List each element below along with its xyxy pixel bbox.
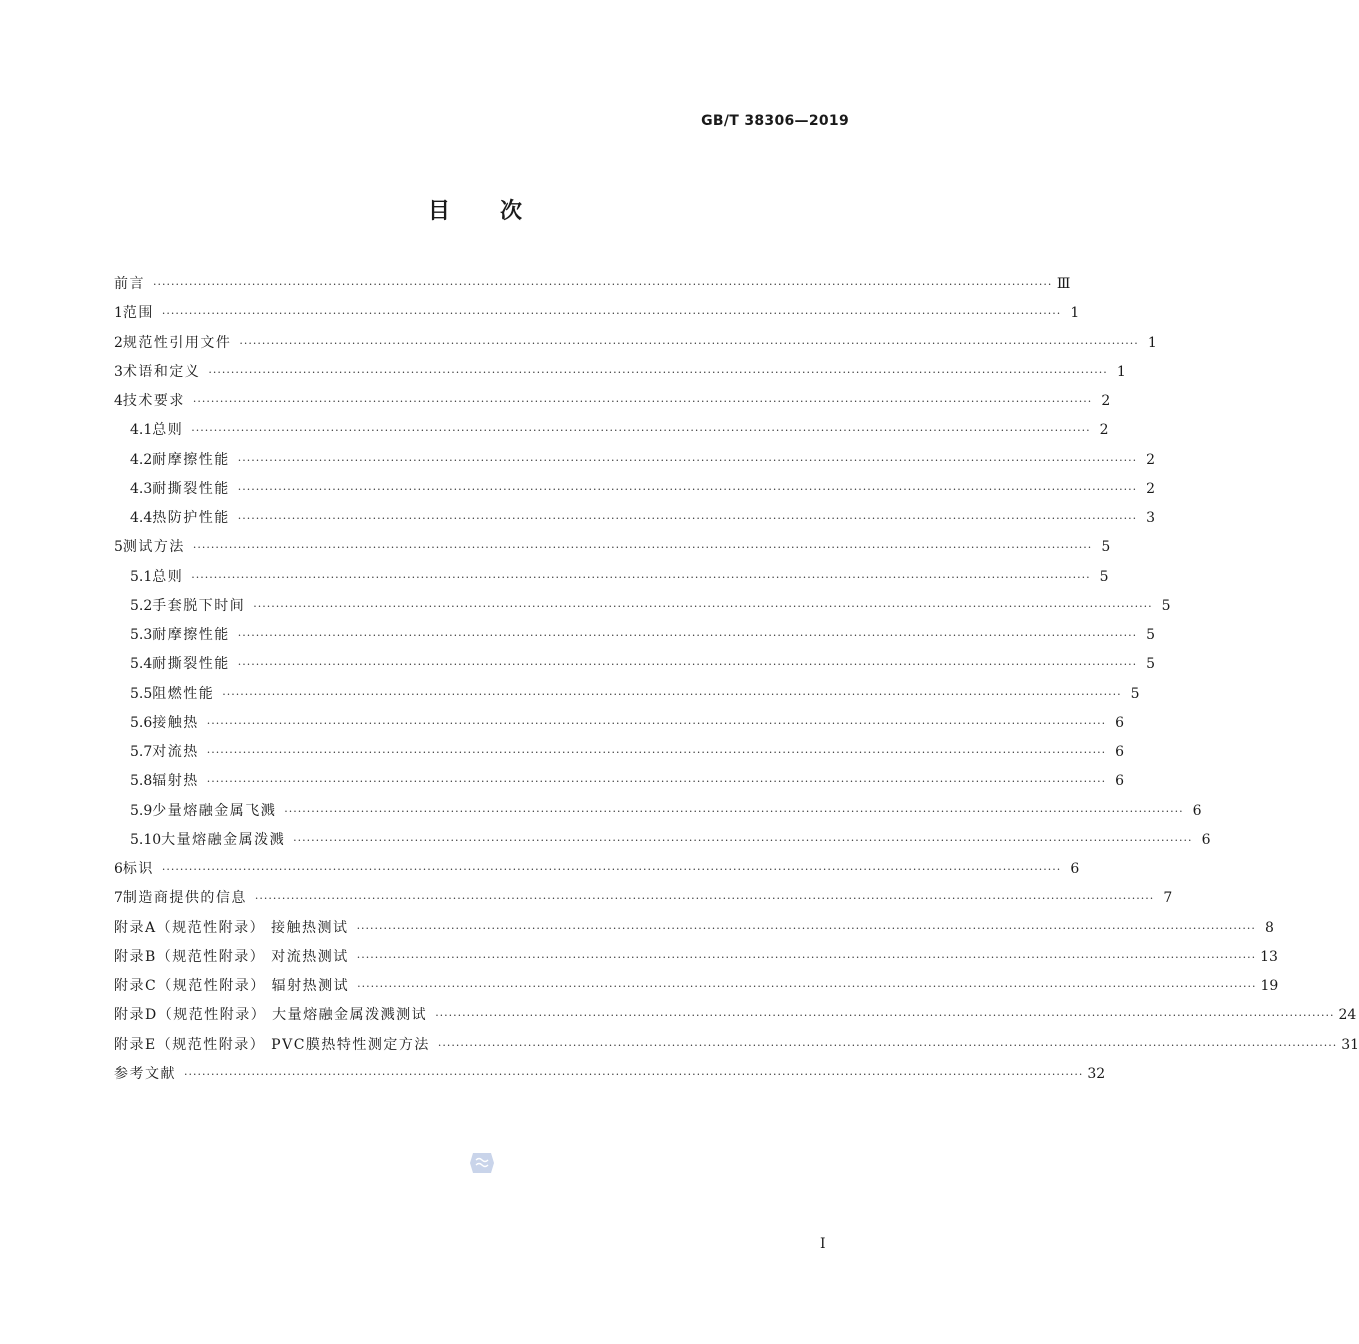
toc-leader-dots: ········································································································································································································ xyxy=(206,716,1107,730)
toc-entry-number: 1 xyxy=(114,305,123,322)
toc-entry-label: 耐撕裂性能 xyxy=(152,656,230,673)
toc-entry-page: 31 xyxy=(1341,1036,1359,1053)
toc-entry-label: 接触热 xyxy=(152,714,199,731)
toc-entry-number: 5.8 xyxy=(130,773,153,790)
toc-entry-label: 前言 xyxy=(114,276,145,292)
toc-entry-page: 6 xyxy=(1201,831,1211,848)
toc-entry-number: 4 xyxy=(114,393,123,409)
toc-entry[interactable] xyxy=(114,709,1125,738)
toc-entry[interactable] xyxy=(114,855,1080,884)
toc-entry-label: 规范性引用文件 xyxy=(122,334,232,351)
toc-entry-page: 1 xyxy=(1147,334,1157,351)
toc-entry-label: 热防护性能 xyxy=(152,510,230,526)
toc-entry-label: 参考文献 xyxy=(114,1065,176,1082)
toc-leader-dots: ········································································································································································································ xyxy=(237,658,1138,672)
toc-entry[interactable] xyxy=(114,329,1157,358)
toc-entry-number: 4.4 xyxy=(130,510,153,526)
toc-entry-page: 8 xyxy=(1264,919,1274,936)
toc-entry-label: 辐射热 xyxy=(152,773,199,790)
toc-entry-label: 附录B（规范性附录） 对流热测试 xyxy=(114,948,349,965)
toc-entry-label: 附录D（规范性附录） 大量熔融金属泼溅测试 xyxy=(114,1007,428,1024)
toc-entry[interactable] xyxy=(114,1001,1357,1030)
toc-entry[interactable] xyxy=(114,767,1125,796)
toc-entry[interactable] xyxy=(114,563,1109,592)
toc-leader-dots: ········································································································································································································ xyxy=(206,746,1107,759)
toc-entry-number: 5.10 xyxy=(130,831,162,848)
toc-entry-page: 24 xyxy=(1338,1007,1357,1024)
toc-entry[interactable] xyxy=(114,416,1109,445)
toc-entry-page: 5 xyxy=(1161,597,1171,614)
toc-entry-page: 2 xyxy=(1099,422,1109,439)
toc-entry-page: 1 xyxy=(1070,305,1080,322)
toc-leader-dots: ········································································································································································································ xyxy=(437,1038,1338,1052)
toc-leader-dots: ········································································································································································································ xyxy=(191,424,1091,438)
toc-entry[interactable] xyxy=(114,299,1080,328)
toc-entry-page: 32 xyxy=(1087,1065,1106,1082)
toc-entry[interactable] xyxy=(114,738,1125,767)
toc-entry[interactable] xyxy=(114,446,1156,475)
toc-leader-dots: ········································································································································································································ xyxy=(253,599,1153,613)
toc-entry[interactable] xyxy=(114,943,1278,972)
toc-entry-number: 4.3 xyxy=(130,480,153,497)
toc-entry-number: 3 xyxy=(114,363,123,380)
toc-entry-number: 4.1 xyxy=(130,422,153,439)
toc-entry-number: 5.4 xyxy=(130,656,153,673)
toc-entry-number: 5.7 xyxy=(130,744,153,760)
toc-entry-label: 术语和定义 xyxy=(122,363,201,380)
toc-leader-dots: ········································································································································································································ xyxy=(237,512,1138,525)
toc-entry-page: 6 xyxy=(1192,802,1202,819)
toc-entry-label: 耐摩擦性能 xyxy=(152,451,230,468)
toc-entry-label: 手套脱下时间 xyxy=(152,597,246,614)
toc-entry[interactable] xyxy=(114,475,1156,504)
toc-entry-page: 5 xyxy=(1146,627,1156,643)
toc-entry[interactable] xyxy=(114,1031,1359,1060)
document-code: GB/T 38306—2019 xyxy=(701,113,849,129)
toc-leader-dots: ········································································································································································································ xyxy=(293,833,1193,847)
toc-entry-number: 5.3 xyxy=(130,627,153,643)
toc-leader-dots: ········································································································································································································ xyxy=(206,775,1107,789)
toc-entry-page: 6 xyxy=(1115,773,1125,790)
toc-entry-number: 2 xyxy=(114,334,123,351)
toc-entry-page: 2 xyxy=(1101,393,1111,409)
toc-entry[interactable] xyxy=(114,387,1111,416)
page-title: 目次 xyxy=(427,199,572,224)
toc-entry-label: 技术要求 xyxy=(122,393,185,409)
toc-entry[interactable] xyxy=(114,592,1171,621)
table-of-contents xyxy=(114,270,1359,1089)
toc-entry-label: 耐撕裂性能 xyxy=(152,480,230,497)
sac-logo-icon xyxy=(469,1151,495,1175)
toc-leader-dots: ········································································································································································································ xyxy=(284,804,1184,818)
toc-entry-number: 5.9 xyxy=(130,802,153,819)
toc-leader-dots: ········································································································································································································ xyxy=(356,921,1256,935)
toc-entry[interactable] xyxy=(114,797,1202,826)
toc-leader-dots: ········································································································································································································ xyxy=(237,629,1138,642)
toc-entry-label: 耐摩擦性能 xyxy=(152,627,230,643)
toc-leader-dots: ········································································································································································································ xyxy=(239,336,1139,350)
toc-entry[interactable] xyxy=(114,1060,1106,1089)
toc-entry-page: 7 xyxy=(1163,890,1173,907)
toc-entry-label: 附录E（规范性附录） PVC膜热特性测定方法 xyxy=(114,1036,430,1053)
toc-entry[interactable] xyxy=(114,914,1274,943)
toc-entry-page: Ⅲ xyxy=(1056,276,1071,292)
toc-entry-number: 4.2 xyxy=(130,451,153,468)
toc-leader-dots: ········································································································································································································ xyxy=(237,482,1138,496)
toc-leader-dots: ········································································································································································································ xyxy=(192,541,1093,555)
toc-entry-page: 2 xyxy=(1146,451,1156,468)
toc-entry-page: 2 xyxy=(1146,480,1156,497)
toc-leader-dots: ········································································································································································································ xyxy=(357,980,1257,993)
toc-entry-label: 总则 xyxy=(152,422,184,439)
toc-entry-label: 附录A（规范性附录） 接触热测试 xyxy=(114,919,349,936)
toc-leader-dots: ········································································································································································································ xyxy=(192,395,1093,408)
toc-entry[interactable] xyxy=(114,621,1156,650)
toc-entry-number: 5.2 xyxy=(130,597,153,614)
toc-leader-dots: ········································································································································································································ xyxy=(222,687,1122,701)
toc-leader-dots: ········································································································································································································ xyxy=(161,863,1062,876)
page-number: Ⅰ xyxy=(820,1236,826,1252)
toc-entry-page: 6 xyxy=(1115,744,1125,760)
toc-entry-label: 范围 xyxy=(122,305,154,322)
toc-leader-dots: ········································································································································································································ xyxy=(161,307,1062,321)
toc-entry-label: 大量熔融金属泼溅 xyxy=(161,831,286,848)
toc-entry-page: 5 xyxy=(1146,656,1156,673)
toc-entry-number: 5.6 xyxy=(130,714,153,731)
toc-entry[interactable] xyxy=(114,358,1126,387)
toc-entry-page: 5 xyxy=(1099,568,1109,585)
toc-leader-dots: ········································································································································································································ xyxy=(356,950,1257,964)
toc-leader-dots: ········································································································································································································ xyxy=(208,365,1108,379)
toc-entry-page: 1 xyxy=(1116,363,1126,380)
toc-entry-number: 7 xyxy=(114,890,123,907)
toc-entry-page: 6 xyxy=(1070,861,1080,877)
toc-entry-label: 对流热 xyxy=(152,744,199,760)
toc-entry-label: 少量熔融金属飞溅 xyxy=(152,802,277,819)
toc-entry-page: 6 xyxy=(1115,714,1125,731)
toc-entry[interactable] xyxy=(114,884,1173,913)
toc-entry[interactable] xyxy=(114,533,1111,562)
toc-entry[interactable] xyxy=(114,270,1071,299)
toc-leader-dots: ········································································································································································································ xyxy=(237,453,1138,467)
toc-entry-number: 5 xyxy=(114,539,123,556)
toc-entry[interactable] xyxy=(114,680,1140,709)
toc-entry[interactable] xyxy=(114,650,1156,679)
toc-entry-page: 19 xyxy=(1260,978,1279,994)
toc-entry-page: 5 xyxy=(1101,539,1111,556)
toc-entry-label: 测试方法 xyxy=(122,539,185,556)
toc-leader-dots: ········································································································································································································ xyxy=(254,892,1155,906)
toc-leader-dots: ········································································································································································································ xyxy=(184,1067,1084,1081)
toc-entry-number: 5.5 xyxy=(130,685,153,702)
toc-leader-dots: ········································································································································································································ xyxy=(153,278,1053,291)
toc-entry[interactable] xyxy=(114,826,1211,855)
toc-entry-label: 附录C（规范性附录） 辐射热测试 xyxy=(114,978,350,994)
toc-entry-label: 阻燃性能 xyxy=(152,685,215,702)
toc-entry-page: 5 xyxy=(1130,685,1140,702)
toc-entry-label: 总则 xyxy=(152,568,184,585)
toc-entry-page: 3 xyxy=(1146,510,1156,526)
toc-entry-number: 5.1 xyxy=(130,568,153,585)
toc-entry-number: 6 xyxy=(114,861,123,877)
toc-entry[interactable] xyxy=(114,504,1156,533)
toc-entry[interactable] xyxy=(114,972,1279,1001)
toc-leader-dots: ········································································································································································································ xyxy=(435,1009,1335,1023)
toc-entry-label: 制造商提供的信息 xyxy=(122,890,247,907)
toc-leader-dots: ········································································································································································································ xyxy=(191,570,1091,584)
toc-entry-page: 13 xyxy=(1260,948,1278,965)
toc-entry-label: 标识 xyxy=(122,861,154,877)
